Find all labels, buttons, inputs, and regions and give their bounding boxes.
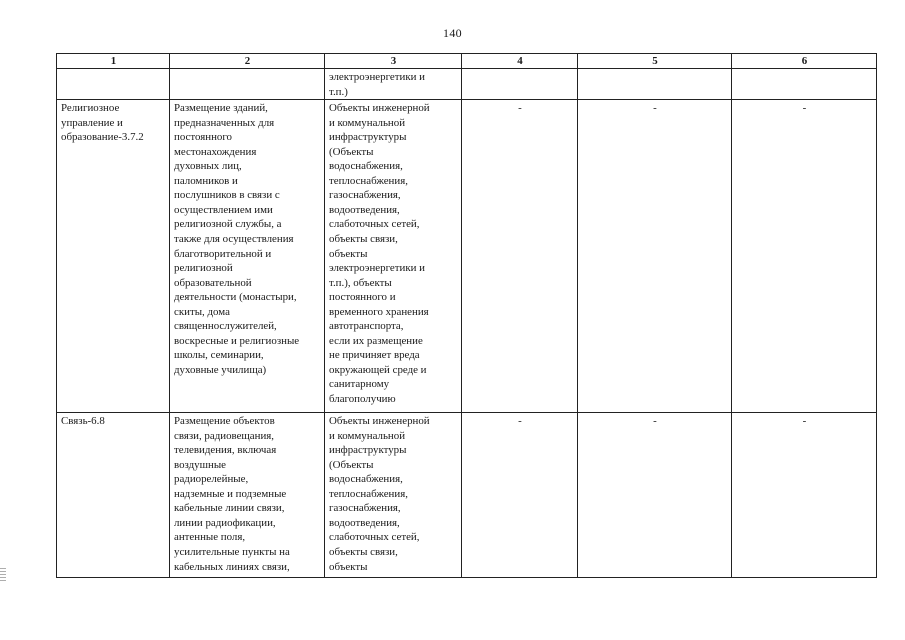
page-number: 140	[443, 26, 462, 40]
cell-description: Размещение объектов связи, радиовещания, телевидения, включая воздушные радиорелейные, надземные и подземные кабельные линии связи, линии радиофикации, антенные поля, усилительные пункты на кабельных линиях связи,	[170, 413, 325, 578]
column-header-3: 3	[325, 54, 462, 69]
cell-auxiliary-uses: электроэнергетики и т.п.)	[325, 69, 462, 100]
column-header-6: 6	[732, 54, 877, 69]
cell-use-type: Религиозное управление и образование-3.7.2	[57, 100, 170, 413]
cell-auxiliary-uses: Объекты инженерной и коммунальной инфраструктуры (Объекты водоснабжения, теплоснабжения, газоснабжения, водоотведения, слаботочных сетей, объекты связи, объекты электроэнергетики и т.п.), объекты постоянного и временного хранения автотранспорта, если их размещение не причиняет вреда окружающей среде и санитарному благополучию	[325, 100, 462, 413]
cell-col-4: -	[462, 100, 578, 413]
cell-col-4: -	[462, 413, 578, 578]
cell-col-5: -	[578, 413, 732, 578]
permitted-use-table	[56, 53, 877, 578]
cell-description	[170, 69, 325, 100]
cell-use-type	[57, 69, 170, 100]
table-row	[57, 69, 877, 100]
table-row	[57, 413, 877, 578]
column-header-5: 5	[578, 54, 732, 69]
cell-col-6	[732, 69, 877, 100]
cell-col-5: -	[578, 100, 732, 413]
scan-edge-mark	[0, 568, 6, 582]
cell-col-6: -	[732, 413, 877, 578]
cell-use-type: Связь-6.8	[57, 413, 170, 578]
column-header-1: 1	[57, 54, 170, 69]
cell-col-4	[462, 69, 578, 100]
cell-auxiliary-uses: Объекты инженерной и коммунальной инфраструктуры (Объекты водоснабжения, теплоснабжения, газоснабжения, водоотведения, слаботочных сетей, объекты связи, объекты	[325, 413, 462, 578]
cell-col-5	[578, 69, 732, 100]
cell-col-6: -	[732, 100, 877, 413]
table-header-row	[57, 54, 877, 69]
column-header-2: 2	[170, 54, 325, 69]
cell-description: Размещение зданий, предназначенных для постоянного местонахождения духовных лиц, паломников и послушников в связи с осуществлением ими религиозной службы, а также для осуществления благотворительной и религиозной образовательной деятельности (монастыри, скиты, дома священнослужителей, воскресные и религиозные школы, семинарии, духовные училища)	[170, 100, 325, 413]
table-row	[57, 100, 877, 413]
column-header-4: 4	[462, 54, 578, 69]
